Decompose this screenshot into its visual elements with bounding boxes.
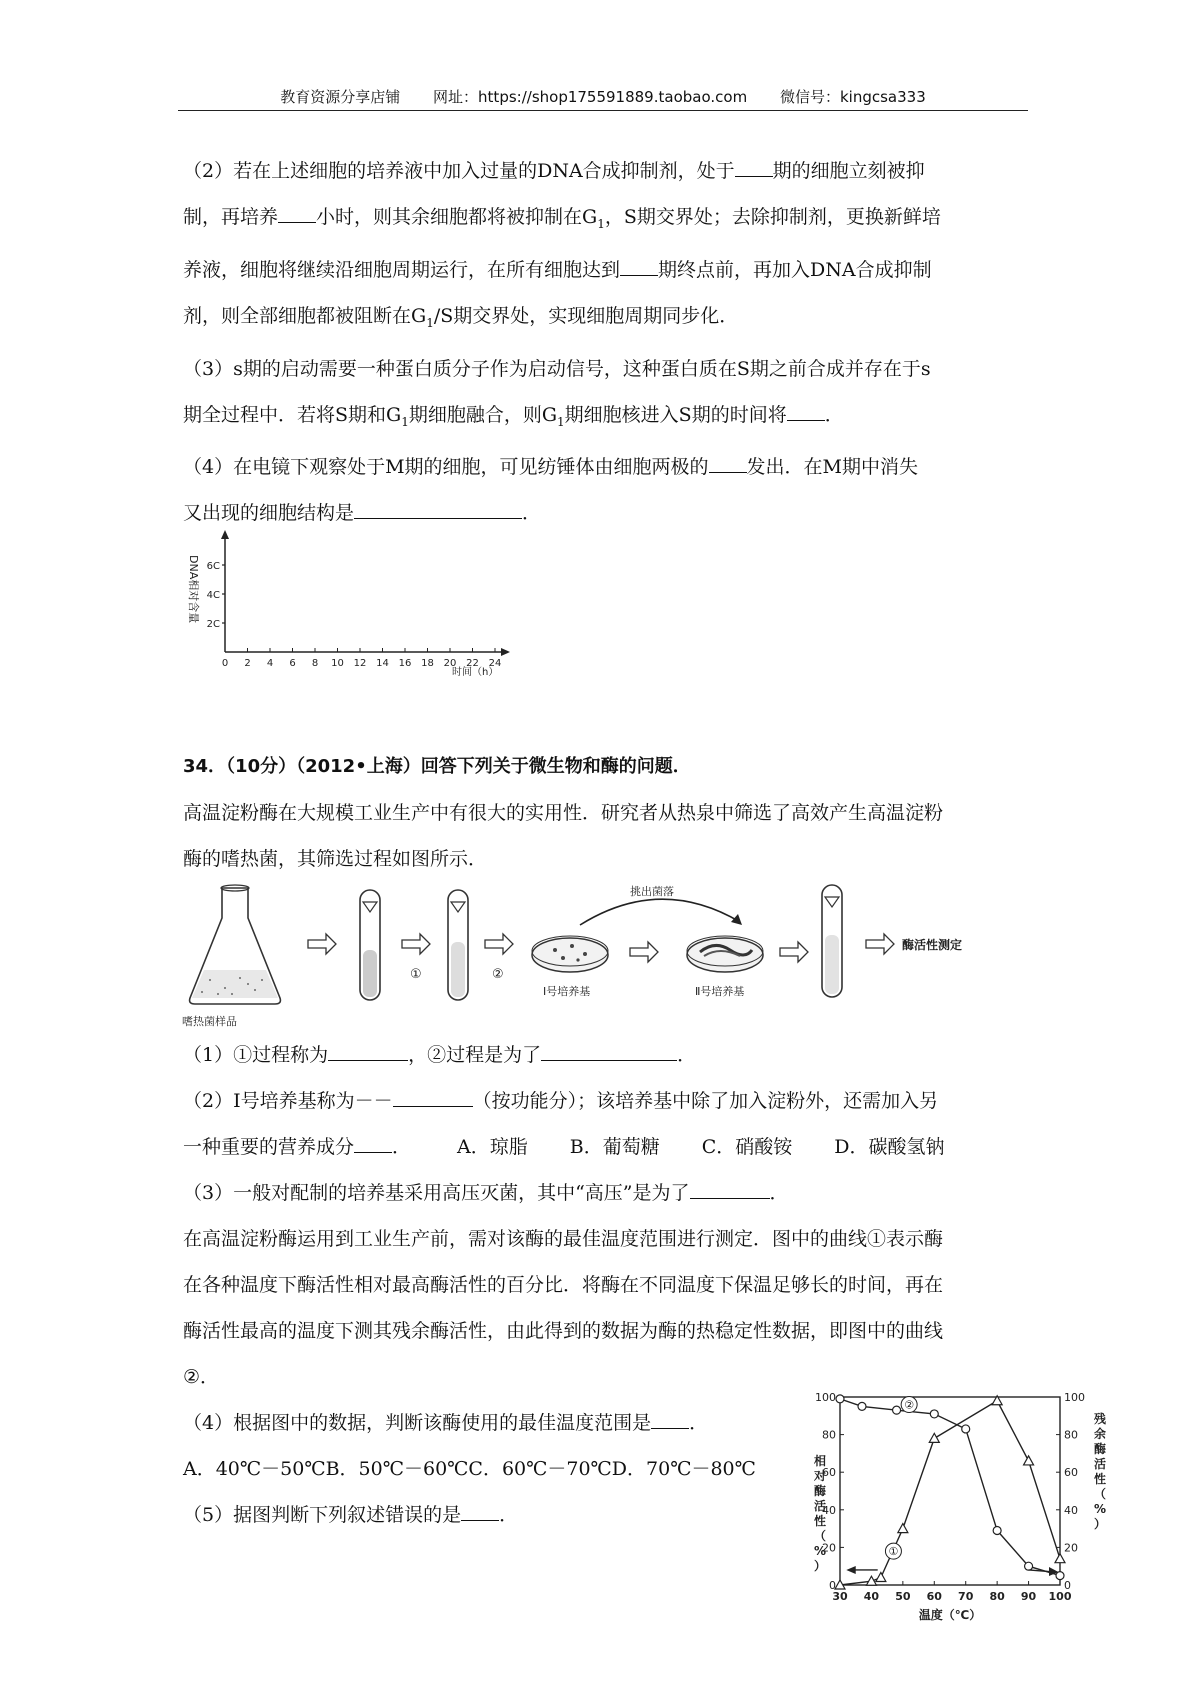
xtick-label: 70 — [958, 1590, 974, 1603]
y-axis-label-right: 活 — [1093, 1457, 1107, 1471]
s3-line: （3）一般对配制的培养基采用高压灭菌，其中“高压”是为了 ． — [183, 1182, 789, 1204]
flow-arrow-icon — [630, 942, 658, 962]
series-line — [840, 1398, 1060, 1585]
dna-xtick-label: 2 — [244, 658, 251, 669]
q34-intro-line1: 高温淀粉酶在大规模工业生产中有很大的实用性．研究者从热泉中筛选了高效产生高温淀粉 — [183, 802, 944, 824]
data-point-circle — [1025, 1562, 1033, 1570]
y-axis-label-left: （ — [813, 1529, 827, 1543]
option-a[interactable]: A．琼脂 — [457, 1136, 528, 1158]
petri-dish-icon — [687, 936, 763, 972]
q2-line4: 剂，则全部细胞都被阻断在$G_1/S$期交界处，实现细胞周期同步化． — [183, 304, 739, 330]
y-axis-label-right: 余 — [1093, 1427, 1107, 1441]
ytick-label-left: 20 — [822, 1541, 836, 1555]
data-point-triangle — [866, 1576, 876, 1585]
ytick-label-right: 40 — [1064, 1503, 1078, 1517]
option-d[interactable]: D．碳酸氢钠 — [834, 1136, 945, 1158]
question-34-subs-lower — [183, 1400, 763, 1538]
ytick-label-right: 100 — [1064, 1391, 1085, 1404]
para2-line4: ②． — [183, 1366, 220, 1388]
para2-line3: 酶活性最高的温度下测其残余酶活性，由此得到的数据为酶的热稳定性数据，即图中的曲线 — [183, 1320, 944, 1342]
para2-line1: 在高温淀粉酶运用到工业生产前，需对该酶的最佳温度范围进行测定．图中的曲线①表示酶 — [183, 1228, 944, 1250]
flow-medium1-label: Ⅰ号培养基 — [543, 985, 591, 998]
dna-xtick-label: 22 — [466, 658, 479, 669]
para2-line2: 在各种温度下酶活性相对最高酶活性的百分比．将酶在不同温度下保温足够长的时间，再在 — [183, 1274, 944, 1296]
ytick-label-left: 60 — [822, 1466, 836, 1480]
ytick-label-right: 60 — [1064, 1466, 1078, 1480]
dna-xtick-label: 24 — [488, 658, 502, 669]
dna-xtick-label: 14 — [376, 658, 389, 669]
dna-ylabel — [187, 555, 201, 623]
y-axis-label-left: % — [813, 1544, 827, 1558]
data-point-circle — [836, 1395, 844, 1403]
data-point-triangle — [929, 1433, 939, 1442]
header-rule — [178, 110, 1028, 111]
header-shop: 教育资源分享店铺 — [280, 88, 401, 106]
y-axis-label-right: 残 — [1093, 1412, 1107, 1426]
question-34-subs — [183, 1032, 1023, 1400]
data-point-circle — [1056, 1572, 1064, 1580]
y-axis-label-right: 酶 — [1093, 1442, 1107, 1456]
header-wechat: 微信号：kingcsa333 — [779, 88, 926, 106]
q2-line3: 养液，细胞将继续沿细胞周期运行，在所有细胞达到 期终点前，再加入DNA合成抑制 — [183, 258, 932, 281]
test-tube-icon — [448, 890, 468, 1000]
data-point-triangle — [1024, 1456, 1034, 1465]
s2-line1: （2）Ⅰ号培养基称为－－ （按功能分）；该培养基中除了加入淀粉外，还需加入另 — [183, 1090, 939, 1112]
q4-line2: 又出现的细胞结构是 ． — [183, 502, 542, 525]
y-axis-label-right: ） — [1093, 1517, 1107, 1531]
ytick-label-right: 80 — [1064, 1428, 1078, 1442]
flow-arrow-icon — [866, 934, 894, 954]
s4-options: A．40℃－50℃B．50℃－60℃C．60℃－70℃D．70℃－80℃ — [183, 1458, 756, 1480]
question-34-intro — [183, 744, 1023, 882]
dna-x-arrow — [501, 648, 510, 656]
screening-flow-diagram — [180, 880, 1000, 1030]
blank[interactable] — [278, 204, 316, 223]
xtick-label: 80 — [989, 1590, 1005, 1603]
enzyme-activity-chart — [800, 1385, 1120, 1625]
plot-frame — [840, 1397, 1060, 1585]
page-header — [178, 86, 1028, 107]
flow-step2-label: ② — [492, 967, 504, 982]
dna-content-chart — [180, 530, 520, 680]
dna-xtick-label: 12 — [353, 658, 367, 669]
test-tube-icon — [822, 885, 842, 997]
data-point-circle — [962, 1425, 970, 1433]
ytick-label-left: 0 — [829, 1579, 836, 1592]
flow-step1-label: ① — [410, 967, 422, 982]
dna-xtick-label: 10 — [331, 658, 344, 669]
blank[interactable] — [787, 402, 825, 421]
petri-dish-icon — [532, 936, 608, 972]
blank[interactable] — [690, 1180, 770, 1199]
s1-line: （1）①过程称为 ，②过程是为了 ． — [183, 1044, 697, 1066]
y-axis-label-right: （ — [1093, 1487, 1107, 1501]
y-axis-label-left: 对 — [813, 1469, 827, 1483]
dna-xtick-label: 16 — [398, 658, 412, 669]
dna-y-arrow — [221, 530, 229, 539]
blank[interactable] — [328, 1042, 408, 1061]
q3-line2: 期全过程中．若将S期和$G_1$期细胞融合，则$G_1$期细胞核进入S期的时间将 ． — [183, 403, 844, 429]
svg-text:DNA相对含量: DNA相对含量 — [187, 555, 200, 624]
data-point-circle — [893, 1406, 901, 1414]
blank[interactable] — [709, 454, 747, 473]
s2-line2: 一种重要的营养成分 ． A．琼脂 B．葡萄糖 C．硝酸铵 D．碳酸氢钠 — [183, 1136, 945, 1158]
xtick-label: 100 — [1048, 1590, 1072, 1603]
data-point-triangle — [1055, 1554, 1065, 1563]
flow-pick-arrowhead — [731, 914, 742, 925]
data-point-circle — [993, 1526, 1001, 1534]
q4-line1: （4）在电镜下观察处于M期的细胞，可见纺锤体由细胞两极的 发出．在M期中消失 — [183, 456, 919, 479]
s5-line: （5）据图判断下列叙述错误的是 ． — [183, 1504, 519, 1526]
y-axis-label-left: 相 — [813, 1454, 827, 1468]
option-c[interactable]: C．硝酸铵 — [701, 1136, 793, 1158]
q3-line1: （3）s期的启动需要一种蛋白质分子作为启动信号，这种蛋白质在S期之前合成并存在于s — [183, 357, 931, 380]
dna-xtick-label: 6 — [289, 658, 296, 669]
blank[interactable] — [354, 1134, 392, 1153]
dna-xtick-label: 8 — [311, 658, 319, 669]
blank[interactable] — [620, 257, 658, 276]
blank[interactable] — [541, 1042, 677, 1061]
dna-xlabel: 时间（h） — [452, 667, 499, 678]
xtick-label: 90 — [1020, 1590, 1037, 1603]
data-point-circle — [858, 1402, 866, 1410]
flow-sample-label: 嗜热菌样品 — [182, 1015, 237, 1028]
ytick-label-right: 20 — [1064, 1541, 1078, 1555]
flow-medium2-label: Ⅱ号培养基 — [695, 985, 745, 998]
ytick-label-left: 80 — [822, 1428, 836, 1442]
series-label: ② — [904, 1398, 915, 1412]
ytick-label-left: 100 — [815, 1391, 836, 1404]
blank[interactable] — [461, 1502, 499, 1521]
flask-icon — [190, 885, 281, 1004]
blank[interactable] — [393, 1088, 473, 1107]
option-b[interactable]: B．葡萄糖 — [569, 1136, 660, 1158]
y-axis-label-left: ） — [813, 1559, 827, 1573]
flow-arrow-icon — [485, 934, 513, 954]
y-axis-label-right: % — [1093, 1502, 1107, 1516]
y-axis-label-left: 酶 — [813, 1484, 827, 1498]
flow-arrow-icon — [308, 934, 336, 954]
ytick-label-left: 40 — [822, 1503, 836, 1517]
dna-ytick-label: 6C — [206, 561, 220, 572]
xtick-label: 30 — [832, 1590, 848, 1603]
xtick-label: 60 — [926, 1590, 942, 1603]
series-line — [840, 1399, 1060, 1576]
header-url[interactable]: 网址：https://shop175591889.taobao.com — [433, 88, 748, 106]
xtick-label: 40 — [863, 1590, 880, 1603]
question-block-cycle — [183, 148, 1023, 536]
dna-xtick-label: 4 — [266, 658, 274, 669]
series-label: ① — [888, 1545, 899, 1559]
test-tube-icon — [360, 890, 380, 1000]
y-axis-label-left: 性 — [813, 1514, 827, 1528]
flow-assay-label: 酶活性测定 — [902, 938, 963, 952]
y-axis-label-left: 活 — [813, 1499, 827, 1513]
y-axis-label-right: 性 — [1093, 1472, 1107, 1486]
x-axis-label: 温度（℃） — [918, 1608, 982, 1622]
blank[interactable] — [651, 1410, 689, 1429]
q2-line1: （2）若在上述细胞的培养液中加入过量的DNA合成抑制剂，处于 期的细胞立刻被抑 — [183, 160, 925, 182]
data-point-circle — [930, 1410, 938, 1418]
left-axis-pointer-head — [846, 1566, 855, 1574]
flow-arrow-icon — [780, 942, 808, 962]
data-point-triangle — [876, 1572, 886, 1581]
dna-ytick-label: 2C — [206, 619, 220, 630]
dna-ytick-label: 4C — [206, 590, 220, 601]
dna-xtick-label: 20 — [443, 658, 457, 669]
blank[interactable] — [354, 500, 522, 519]
flow-pick-label: 挑出菌落 — [630, 885, 674, 898]
blank[interactable] — [735, 158, 773, 177]
dna-xtick-label: 18 — [421, 658, 434, 669]
xtick-label: 50 — [895, 1590, 911, 1603]
q34-intro-line2: 酶的嗜热菌，其筛选过程如图所示． — [183, 848, 488, 870]
q2-line2: 制，再培养 小时，则其余细胞都将被抑制在$G_1$，S期交界处；去除抑制剂，更换新鲜培 — [183, 206, 941, 231]
data-point-triangle — [898, 1524, 908, 1533]
ytick-label-right: 0 — [1064, 1579, 1071, 1592]
flow-arrow-icon — [402, 934, 430, 954]
q34-title: 34．（10分）（2012•上海）回答下列关于微生物和酶的问题． — [183, 756, 691, 777]
s4-line: （4）根据图中的数据，判断该酶使用的最佳温度范围是 ． — [183, 1412, 709, 1434]
flow-pick-arrow — [580, 899, 740, 925]
dna-xtick-label: 0 — [221, 658, 229, 669]
